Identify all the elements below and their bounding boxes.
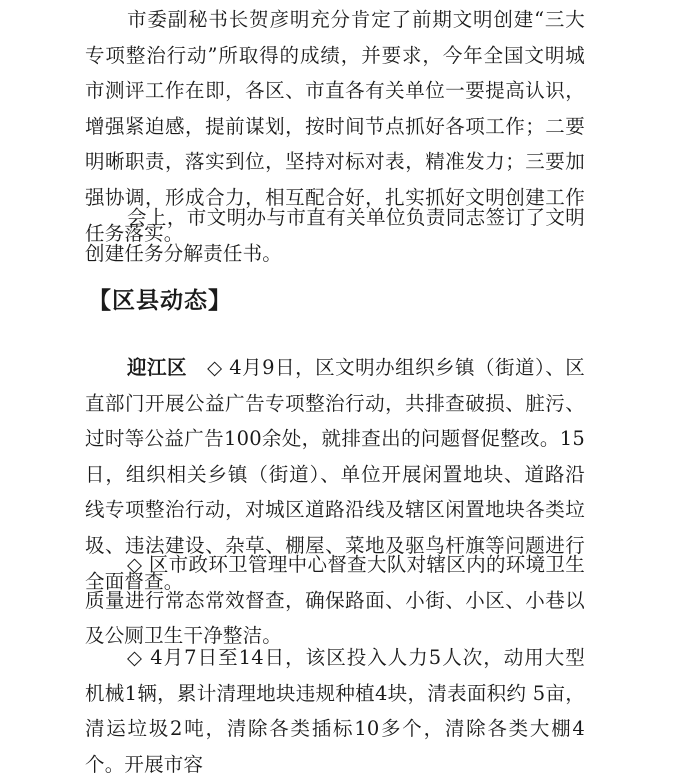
- district-news-item: ◇ 4月7日至14日，该区投入人力5人次，动用大型机械1辆，累计清理地块违规种植4块，清表面积约 5亩，清运垃圾2吨，清除各类插标10多个，清除各类大棚4个。开展市容: [85, 646, 585, 776]
- body-paragraph: 市委副秘书长贺彦明充分肯定了前期文明创建“三大专项整治行动”所取得的成绩，并要求，今年全国文明城市测评工作在即，各区、市直各有关单位一要提高认识，增强紧迫感，提前谋划，按时间节点抓好各项工作；二要明晰职责，落实到位，坚持对标对表，精准发力；三要加强协调，形成合力，相互配合好，扎实抓好文明创建工作任务落实。: [85, 8, 585, 245]
- news-item-text: ◇ 4月9日，区文明办组织乡镇（街道）、区直部门开展公益广告专项整治行动，共排查破损、脏污、过时等公益广告100余处，就排查出的问题督促整改。15日，组织相关乡镇（街道）、单位开展闲置地块、道路沿线专项整治行动，对城区道路沿线及辖区闲置地块各类垃圾、违法建设、杂草、棚屋、菜地及驱鸟杆旗等问题进行全面督查。: [85, 356, 585, 593]
- district-name: 迎江区: [127, 356, 187, 379]
- district-news-item: ◇ 区市政环卫管理中心督查大队对辖区内的环境卫生质量进行常态常效督查，确保路面、小街、小区、小巷以及公厕卫生干净整洁。: [85, 553, 585, 648]
- section-heading: 【区县动态】: [88, 288, 232, 314]
- body-paragraph: 会上，市文明办与市直有关单位负责同志签订了文明创建任务分解责任书。: [85, 206, 585, 265]
